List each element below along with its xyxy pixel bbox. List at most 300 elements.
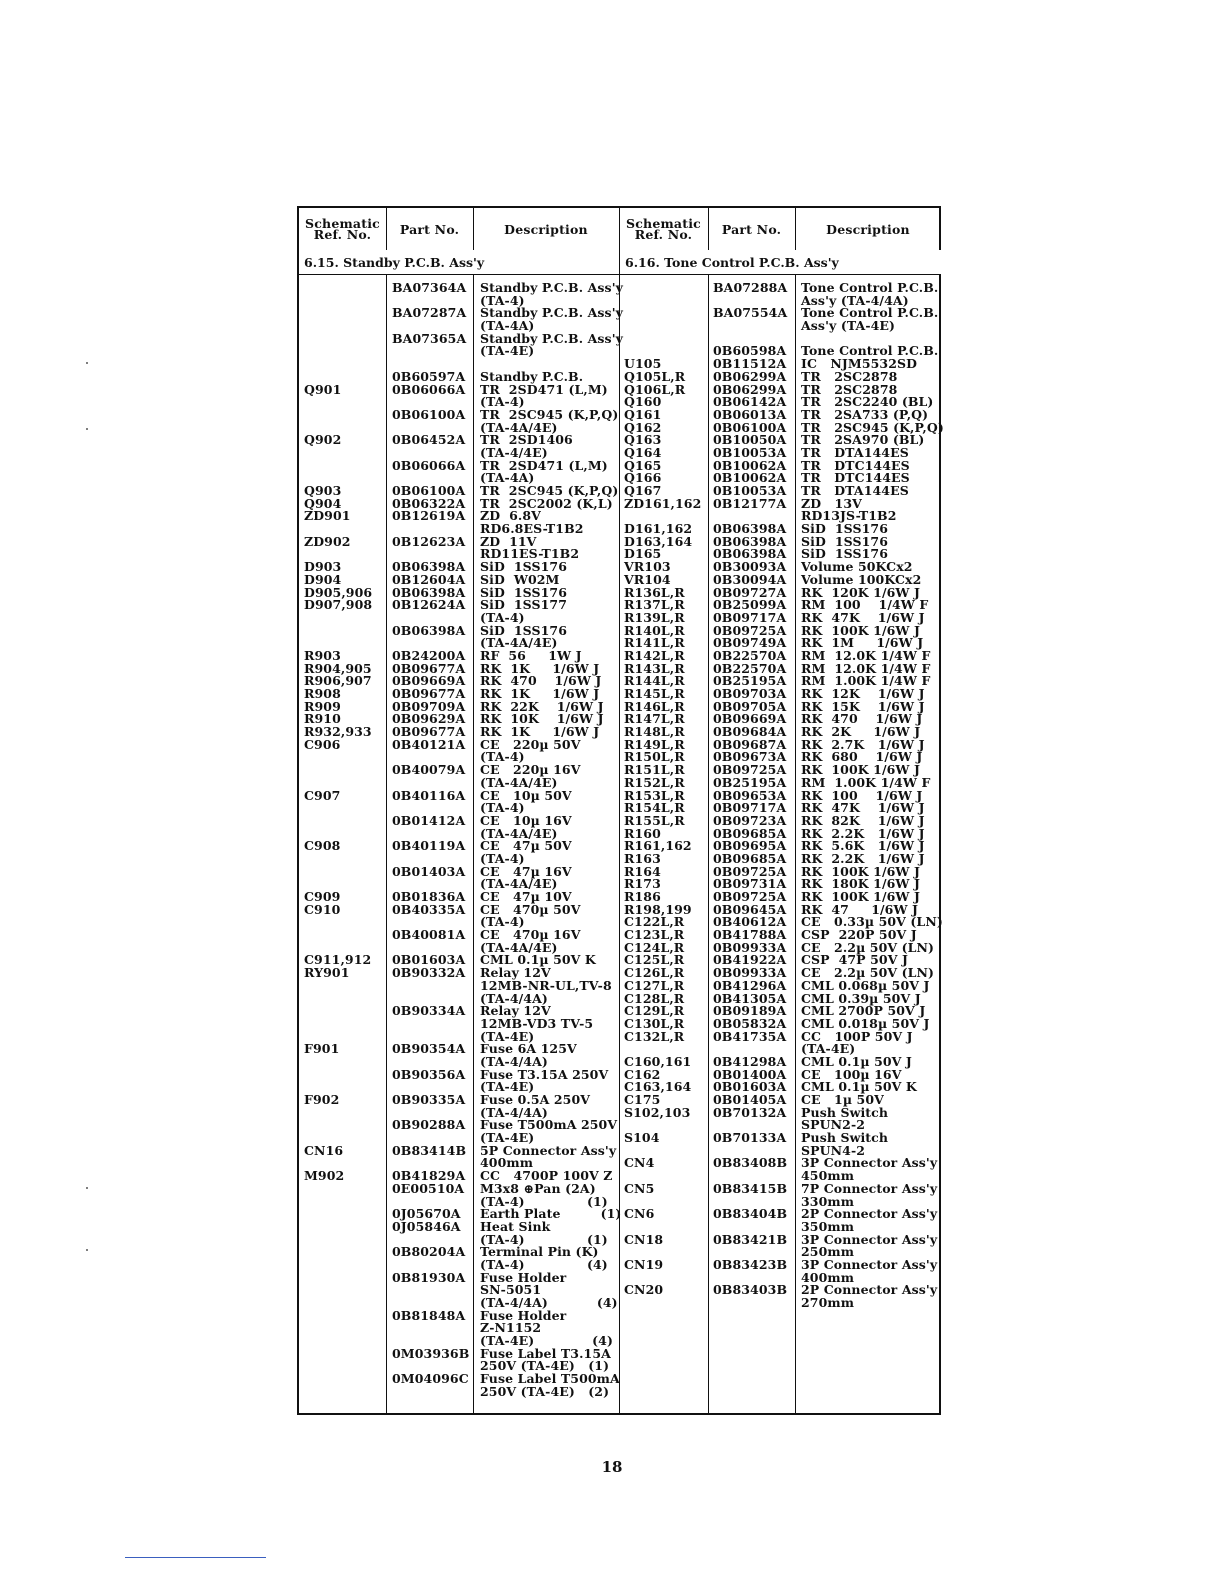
right-ref-cell: Q163	[624, 432, 662, 448]
left-desc-cell: (TA-4A/4E)	[480, 825, 558, 841]
left-desc-cell: Fuse Holder	[480, 1307, 567, 1323]
right-desc-cell: Tone Control P.C.B.	[801, 305, 939, 321]
left-desc-cell: TR 2SD1406	[480, 432, 573, 448]
left-ref-cell: ZD901	[304, 508, 351, 524]
left-desc-cell: (TA-4E)	[480, 1028, 535, 1044]
left-part-cell: 0B40079A	[392, 762, 466, 778]
right-ref-cell: Q162	[624, 419, 662, 435]
right-part-cell: 0B09703A	[713, 686, 787, 701]
left-ref-cell: C911,912	[304, 952, 372, 968]
left-desc-cell: SN-5051	[480, 1282, 542, 1298]
left-desc-cell: (TA-4)	[480, 749, 525, 765]
right-part-cell: 0B60598A	[713, 343, 787, 359]
right-part-cell: 0B09695A	[713, 838, 787, 854]
left-part-cell: 0B81848A	[392, 1307, 466, 1323]
right-ref-cell: Q164	[624, 444, 662, 460]
right-ref-cell: R186	[624, 889, 661, 904]
header-ref-right: Schematic Ref. No.	[626, 216, 701, 242]
left-part-cell: 0B12604A	[392, 571, 466, 587]
left-part-cell: 0B24200A	[392, 647, 466, 663]
left-part-cell: 0B01412A	[392, 812, 466, 828]
left-part-cell: 0B09669A	[392, 673, 466, 689]
right-desc-cell: TR 2SC945 (K,P,Q)	[801, 419, 944, 435]
right-ref-cell: Q160	[624, 394, 662, 410]
header-ref-left: Schematic Ref. No.	[305, 216, 380, 242]
right-ref-cell	[624, 282, 701, 295]
right-desc-cell: RK 180K 1/6W J	[801, 876, 921, 892]
right-desc-cell: 250mm	[801, 1244, 855, 1260]
right-desc-cell: RK 100 1/6W J	[801, 787, 923, 803]
left-desc-cell: (TA-4A/4E)	[480, 419, 558, 435]
left-ref-cell	[304, 333, 372, 346]
left-desc-cell: (TA-4E) (4)	[480, 1333, 613, 1349]
left-ref-cell	[304, 1373, 372, 1386]
left-ref-cell: D907,908	[304, 597, 373, 613]
left-desc-cell: (TA-4)	[480, 800, 525, 816]
right-part-cell: 0B10053A	[713, 483, 787, 498]
left-desc-cell: (TA-4)	[480, 292, 525, 308]
left-ref-cell	[304, 396, 372, 409]
left-part-cell: 0B06066A	[392, 381, 466, 397]
right-desc-cell: RK 100K 1/6W J	[801, 889, 921, 904]
right-desc-cell: 2P Connector Ass'y	[801, 1282, 938, 1298]
left-desc-cell: RK 1K 1/6W J	[480, 686, 600, 701]
left-ref-cell	[304, 751, 372, 764]
left-desc-cell: RD11ES-T1B2	[480, 546, 580, 562]
left-desc-cell: Standby P.C.B.	[480, 368, 584, 384]
right-part-cell: 0B11512A	[713, 356, 787, 372]
right-desc-cell: TR DTC144ES	[801, 470, 910, 486]
right-part-cell: 0B06398A	[713, 533, 787, 549]
left-desc-cell: (TA-4)	[480, 609, 525, 625]
section-rule	[299, 274, 939, 275]
left-desc-cell: (TA-4E)	[480, 1079, 535, 1095]
left-desc-cell: 12MB-VD3 TV-5	[480, 1015, 594, 1031]
left-ref-cell: R909	[304, 698, 341, 714]
right-ref-cell	[624, 307, 701, 320]
left-desc-cell: (TA-4/4A) (4)	[480, 1295, 618, 1310]
right-desc-cell: CML 0.1µ 50V J	[801, 1053, 912, 1069]
right-ref-cell: R155L,R	[624, 812, 685, 828]
right-desc-cell: RK 2.2K 1/6W J	[801, 850, 925, 866]
left-desc-cell: TR 2SC2002 (K,L)	[480, 495, 613, 511]
scan-speck	[86, 1249, 88, 1251]
right-part-cell: 0B06142A	[713, 394, 787, 410]
right-part-cell: 0B41305A	[713, 990, 787, 1006]
right-part-cell	[713, 320, 787, 333]
right-ref-cell: Q167	[624, 483, 662, 498]
left-ref-cell	[304, 460, 372, 473]
left-ref-cell: D903	[304, 559, 342, 575]
left-desc-cell: (TA-4) (4)	[480, 1256, 608, 1272]
left-desc-cell: RK 22K 1/6W J	[480, 698, 604, 714]
section-title-standby: 6.15. Standby P.C.B. Ass'y	[299, 250, 619, 274]
left-part-cell: 0B90332A	[392, 965, 466, 981]
left-part-cell: 0B01603A	[392, 952, 466, 968]
right-desc-cell: Push Switch	[801, 1130, 889, 1146]
right-ref-cell	[624, 295, 701, 308]
left-part-cell: 0B06066A	[392, 457, 466, 473]
right-desc-cell: SiD 1SS176	[801, 546, 888, 562]
left-part-cell: 0B12623A	[392, 533, 466, 549]
left-part-cell: 0B06100A	[392, 483, 466, 498]
right-part-cell: 0B09725A	[713, 863, 787, 879]
left-part-cell	[392, 980, 469, 993]
left-part-cell: 0B90356A	[392, 1066, 466, 1082]
left-ref-cell	[304, 1246, 372, 1259]
left-ref-cell	[304, 916, 372, 929]
left-desc-cell: CE 470µ 50V	[480, 901, 581, 917]
left-desc-cell: 400mm	[480, 1155, 534, 1171]
right-desc-cell: ZD 13V	[801, 495, 862, 511]
left-part-cell: 0B06398A	[392, 622, 466, 638]
right-ref-cell: R136L,R	[624, 584, 685, 600]
right-ref-cell: R143L,R	[624, 660, 685, 676]
right-desc-cell: CE 1µ 50V	[801, 1092, 884, 1107]
left-desc-cell: TR 2SC945 (K,P,Q)	[480, 483, 619, 498]
left-part-cell: 0B40119A	[392, 838, 466, 854]
left-part-cell: 0B90354A	[392, 1041, 466, 1057]
right-desc-cell: TR DTA144ES	[801, 444, 909, 460]
right-desc-cell: CML 2700P 50V J	[801, 1003, 926, 1019]
left-part-cell: 0B12619A	[392, 508, 466, 524]
parts-list-table	[297, 206, 944, 1415]
left-part-cell	[392, 1322, 469, 1335]
left-desc-cell: (TA-4A)	[480, 318, 535, 334]
right-part-cell: 0B09684A	[713, 724, 787, 740]
right-desc-cell: TR 2SA970 (BL)	[801, 432, 925, 448]
right-desc-cell: 330mm	[801, 1193, 855, 1209]
left-desc-cell: (TA-4A/4E)	[480, 774, 558, 790]
scan-speck	[86, 362, 88, 364]
left-part-cell: 0B83414B	[392, 1142, 467, 1158]
right-ref-cell: U105	[624, 356, 662, 372]
right-desc-cell: RK 680 1/6W J	[801, 749, 923, 765]
left-desc-cell: SiD W02M	[480, 571, 560, 587]
right-desc-cell: 400mm	[801, 1269, 855, 1285]
right-ref-cell: VR103	[624, 559, 671, 575]
left-desc-cell: SiD 1SS176	[480, 559, 567, 575]
left-desc-cell: CE 47µ 10V	[480, 889, 572, 904]
right-desc-cell: 3P Connector Ass'y	[801, 1231, 938, 1247]
left-part-cell: BA07287A	[392, 305, 467, 321]
left-desc-cell: Standby P.C.B. Ass'y	[480, 330, 623, 346]
left-desc-cell: Standby P.C.B. Ass'y	[480, 280, 623, 295]
right-part-column	[713, 282, 787, 1310]
left-desc-cell: (TA-4A/4E)	[480, 876, 558, 892]
right-ref-cell: C162	[624, 1066, 661, 1082]
right-desc-cell: CML 0.39µ 50V J	[801, 990, 921, 1006]
right-part-cell: 0B09685A	[713, 825, 787, 841]
left-desc-cell: Fuse Label T500mA	[480, 1371, 620, 1387]
right-part-cell: 0B09717A	[713, 800, 787, 816]
right-ref-cell: C126L,R	[624, 965, 685, 981]
right-part-cell: 0B25099A	[713, 597, 787, 613]
right-part-cell: 0B09725A	[713, 762, 787, 778]
right-part-cell: 0B09933A	[713, 939, 787, 955]
header-part-right: Part No.	[721, 221, 782, 237]
right-desc-cell: RK 100K 1/6W J	[801, 762, 921, 778]
right-part-cell: 0B10062A	[713, 470, 787, 486]
left-part-cell: 0B60597A	[392, 368, 466, 384]
right-part-cell: 0B30094A	[713, 571, 787, 587]
left-part-cell: 0B40081A	[392, 927, 466, 943]
scan-speck	[86, 428, 88, 430]
left-ref-cell	[304, 1322, 372, 1335]
right-part-cell: 0B83408B	[713, 1155, 788, 1171]
left-ref-cell	[304, 307, 372, 320]
right-part-cell: 0B01603A	[713, 1079, 787, 1095]
left-part-cell	[392, 1284, 469, 1297]
left-ref-cell: D905,906	[304, 584, 373, 600]
left-ref-cell: C909	[304, 889, 341, 904]
right-desc-cell: CE 2.2µ 50V (LN)	[801, 939, 935, 955]
right-part-cell: 0B83423B	[713, 1256, 788, 1272]
right-part-cell: 0B05832A	[713, 1015, 787, 1031]
left-desc-cell: Fuse T3.15A 250V	[480, 1066, 609, 1082]
left-ref-cell	[304, 853, 372, 866]
right-ref-cell: D165	[624, 546, 662, 562]
left-ref-cell	[304, 866, 372, 879]
right-ref-cell: C125L,R	[624, 952, 685, 968]
left-ref-cell: F901	[304, 1041, 340, 1057]
right-part-cell: 0B10062A	[713, 457, 787, 473]
right-part-cell: 0B83404B	[713, 1206, 788, 1222]
left-ref-cell: C907	[304, 787, 341, 803]
left-ref-cell: R906,907	[304, 673, 372, 689]
left-part-cell	[392, 1386, 469, 1399]
left-ref-cell	[304, 1018, 372, 1031]
right-part-cell: 0B09749A	[713, 635, 787, 651]
left-part-cell: 0B40116A	[392, 787, 466, 803]
right-part-cell: 0B01405A	[713, 1092, 787, 1107]
right-desc-cell: 270mm	[801, 1295, 855, 1310]
left-ref-cell: RY901	[304, 965, 350, 981]
left-part-cell: 0B90335A	[392, 1092, 466, 1107]
right-desc-cell: 2P Connector Ass'y	[801, 1206, 938, 1222]
left-desc-cell: (TA-4/4A)	[480, 1053, 548, 1069]
left-desc-cell: TR 2SD471 (L,M)	[480, 381, 608, 397]
left-part-cell	[392, 345, 469, 358]
right-desc-cell: TR DTC144ES	[801, 457, 910, 473]
left-part-cell: 0J05670A	[392, 1206, 461, 1222]
left-desc-cell: (TA-4/4A)	[480, 990, 548, 1006]
header-desc-left: Description	[504, 221, 588, 237]
right-desc-cell: RK 2.2K 1/6W J	[801, 825, 925, 841]
right-desc-cell: RD13JS-T1B2	[801, 508, 897, 524]
right-part-cell: 0B09189A	[713, 1003, 787, 1019]
right-desc-cell: RK 1M 1/6W J	[801, 635, 924, 651]
right-ref-cell: C130L,R	[624, 1015, 685, 1031]
right-part-cell: 0B06398A	[713, 521, 787, 537]
right-desc-cell: CE 2.2µ 50V (LN)	[801, 965, 935, 981]
left-desc-cell: Standby P.C.B. Ass'y	[480, 305, 623, 321]
right-ref-cell: R142L,R	[624, 647, 685, 663]
left-ref-cell	[304, 1005, 372, 1018]
left-ref-cell: F902	[304, 1092, 340, 1107]
header-desc-right: Description	[826, 221, 910, 237]
left-part-cell: 0B06322A	[392, 495, 466, 511]
right-ref-cell: CN6	[624, 1206, 655, 1222]
left-desc-cell: ZD 6.8V	[480, 508, 541, 524]
right-ref-cell: S102,103	[624, 1104, 691, 1120]
left-desc-cell: (TA-4/4A)	[480, 1104, 548, 1120]
left-ref-column	[304, 282, 372, 1411]
right-part-cell	[713, 1297, 787, 1310]
left-ref-cell: R932,933	[304, 724, 372, 740]
right-desc-cell: RK 470 1/6W J	[801, 711, 923, 727]
right-part-cell: 0B25195A	[713, 774, 787, 790]
left-ref-cell	[304, 1259, 372, 1272]
left-desc-cell: Fuse 0.5A 250V	[480, 1092, 591, 1107]
left-desc-cell: (TA-4/4E)	[480, 444, 548, 460]
left-ref-cell: ZD902	[304, 533, 351, 549]
left-part-cell: 0B09677A	[392, 660, 466, 676]
right-ref-cell: CN18	[624, 1231, 664, 1247]
left-desc-cell: 12MB-NR-UL,TV-8	[480, 977, 612, 993]
right-part-cell: 0B22570A	[713, 647, 787, 663]
right-ref-cell: R153L,R	[624, 787, 685, 803]
left-ref-cell: Q902	[304, 432, 342, 448]
left-ref-cell	[304, 1069, 372, 1082]
right-desc-cell: RM 1.00K 1/4W F	[801, 774, 931, 790]
right-desc-cell: Push Switch	[801, 1104, 889, 1120]
left-part-column	[392, 282, 469, 1399]
right-part-cell: 0B06299A	[713, 381, 787, 397]
right-part-cell: 0B09687A	[713, 736, 787, 752]
right-ref-cell: R151L,R	[624, 762, 685, 778]
right-desc-cell: RK 120K 1/6W J	[801, 584, 921, 600]
right-ref-cell: R149L,R	[624, 736, 685, 752]
left-ref-cell	[304, 625, 372, 638]
left-part-cell: 0B06398A	[392, 559, 466, 575]
right-part-cell: 0B10053A	[713, 444, 787, 460]
right-ref-cell: R160	[624, 825, 661, 841]
left-desc-column	[480, 282, 623, 1399]
right-part-cell: 0B40612A	[713, 914, 787, 930]
right-ref-cell: R139L,R	[624, 609, 685, 625]
right-desc-cell: RK 47K 1/6W J	[801, 800, 925, 816]
left-ref-cell: R904,905	[304, 660, 372, 676]
right-part-cell: 0B10050A	[713, 432, 787, 448]
left-desc-cell: (TA-4)	[480, 394, 525, 410]
left-ref-cell	[304, 612, 372, 625]
right-part-cell: 0B06398A	[713, 546, 787, 562]
left-ref-cell	[304, 1208, 372, 1221]
left-ref-cell	[304, 1297, 372, 1310]
left-part-cell: 0B90334A	[392, 1003, 466, 1019]
right-part-cell: 0B30093A	[713, 559, 787, 575]
left-part-cell: 0B41829A	[392, 1168, 466, 1184]
left-desc-cell: (TA-4A/4E)	[480, 939, 558, 955]
left-desc-cell: SiD 1SS176	[480, 584, 567, 600]
right-desc-cell: RM 100 1/4W F	[801, 597, 929, 613]
left-ref-cell: CN16	[304, 1142, 344, 1158]
left-desc-cell: SiD 1SS177	[480, 597, 567, 613]
right-ref-cell: R198,199	[624, 901, 692, 917]
right-ref-cell: CN19	[624, 1256, 664, 1272]
left-desc-cell: RK 10K 1/6W J	[480, 711, 604, 727]
right-ref-cell: CN5	[624, 1180, 655, 1196]
left-ref-cell: C908	[304, 838, 341, 854]
right-desc-cell: RK 2.7K 1/6W J	[801, 736, 925, 752]
right-desc-cell: RK 100K 1/6W J	[801, 622, 921, 638]
right-part-cell: 0B09653A	[713, 787, 787, 803]
right-desc-cell: Volume 50KCx2	[801, 559, 913, 575]
left-ref-cell	[304, 1119, 372, 1132]
right-desc-cell: (TA-4E)	[801, 1041, 856, 1057]
right-desc-cell: CC 100P 50V J	[801, 1028, 913, 1044]
left-part-cell: BA07364A	[392, 280, 467, 295]
right-ref-column	[624, 282, 701, 1310]
left-part-cell: 0B01403A	[392, 863, 466, 879]
right-ref-cell	[624, 320, 701, 333]
right-desc-cell: RK 100K 1/6W J	[801, 863, 921, 879]
right-part-cell: 0B09725A	[713, 622, 787, 638]
left-desc-cell: Heat Sink	[480, 1218, 551, 1234]
left-ref-cell	[304, 764, 372, 777]
right-ref-cell: C124L,R	[624, 939, 685, 955]
right-desc-cell: Ass'y (TA-4E)	[801, 318, 896, 334]
right-desc-cell: TR 2SA733 (P,Q)	[801, 406, 929, 422]
left-ref-cell	[304, 1348, 372, 1361]
right-ref-cell: C128L,R	[624, 990, 685, 1006]
left-ref-cell	[304, 1183, 372, 1196]
right-part-cell: BA07288A	[713, 280, 788, 295]
left-ref-cell: R910	[304, 711, 341, 727]
right-desc-cell: 450mm	[801, 1168, 855, 1184]
right-ref-cell: R147L,R	[624, 711, 685, 727]
left-ref-cell	[304, 345, 372, 358]
left-desc-cell: RF 56 1W J	[480, 647, 582, 663]
left-desc-cell: Relay 12V	[480, 965, 551, 981]
left-part-cell: 0M04096C	[392, 1371, 469, 1387]
left-part-cell	[392, 1018, 469, 1031]
right-desc-cell: CML 0.018µ 50V J	[801, 1015, 930, 1031]
left-ref-cell	[304, 980, 372, 993]
right-ref-cell: R152L,R	[624, 774, 685, 790]
right-part-cell: 0B22570A	[713, 660, 787, 676]
left-part-cell: 0B90288A	[392, 1117, 466, 1133]
right-part-cell: 0B83403B	[713, 1282, 788, 1298]
left-desc-cell: CE 220µ 50V	[480, 736, 581, 752]
right-ref-cell	[624, 333, 701, 346]
right-desc-cell: RK 15K 1/6W J	[801, 698, 925, 714]
right-part-cell: 0B25195A	[713, 673, 787, 689]
right-part-cell: 0B06299A	[713, 368, 787, 384]
right-ref-cell: CN20	[624, 1282, 664, 1298]
left-desc-cell: Fuse Label T3.15A	[480, 1345, 611, 1361]
left-desc-cell: Fuse 6A 125V	[480, 1041, 577, 1057]
right-part-cell: 0B09933A	[713, 965, 787, 981]
left-desc-cell: CE 10µ 16V	[480, 812, 572, 828]
left-part-cell: 0B01836A	[392, 889, 466, 904]
right-desc-cell: TR 2SC2878	[801, 381, 898, 397]
right-part-cell: 0B70132A	[713, 1104, 787, 1120]
right-part-cell: 0B83421B	[713, 1231, 788, 1247]
right-part-cell: 0B41296A	[713, 977, 787, 993]
left-ref-cell	[304, 1221, 372, 1234]
left-desc-cell: Relay 12V	[480, 1003, 551, 1019]
right-ref-cell: Q106L,R	[624, 381, 686, 397]
left-part-cell: 0B06398A	[392, 584, 466, 600]
right-ref-cell: C163,164	[624, 1079, 692, 1095]
column-rule	[795, 208, 796, 1413]
right-ref-cell: R164	[624, 863, 661, 879]
left-desc-cell: 250V (TA-4E) (2)	[480, 1383, 610, 1399]
left-desc-cell: CML 0.1µ 50V K	[480, 952, 596, 968]
right-desc-cell: CE 0.33µ 50V (LN)	[801, 914, 943, 930]
